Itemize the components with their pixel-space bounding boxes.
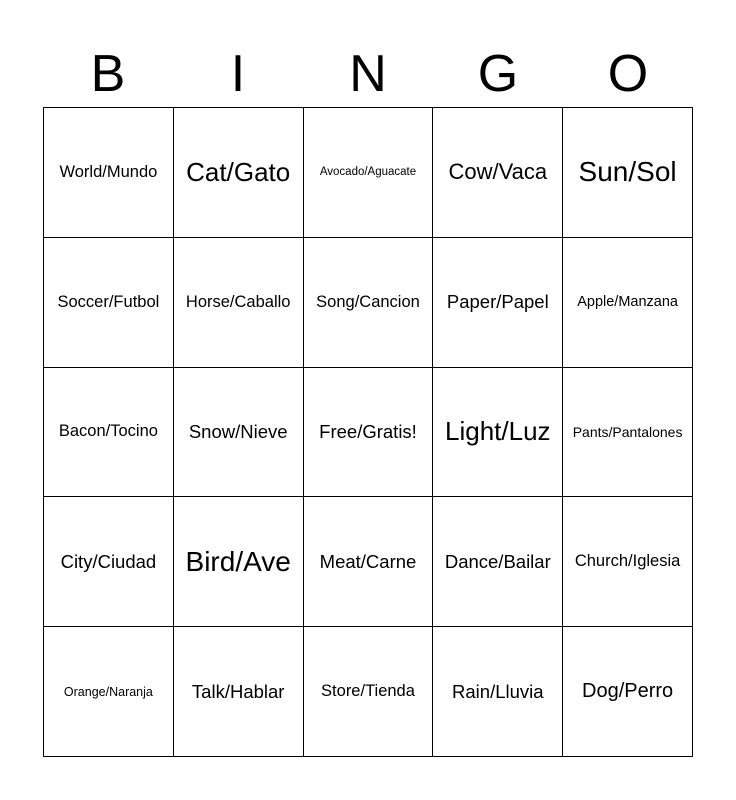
bingo-cell[interactable]: Snow/Nieve bbox=[174, 368, 304, 498]
bingo-cell[interactable]: Store/Tienda bbox=[304, 627, 434, 757]
header-letter-g: G bbox=[477, 45, 519, 103]
bingo-cell[interactable]: City/Ciudad bbox=[44, 497, 174, 627]
bingo-cell[interactable]: Dog/Perro bbox=[563, 627, 693, 757]
bingo-cell[interactable]: Bird/Ave bbox=[174, 497, 304, 627]
bingo-cell[interactable]: Cat/Gato bbox=[174, 108, 304, 238]
bingo-cell[interactable]: Cow/Vaca bbox=[433, 108, 563, 238]
bingo-cell[interactable]: Pants/Pantalones bbox=[563, 368, 693, 498]
bingo-cell[interactable]: Orange/Naranja bbox=[44, 627, 174, 757]
bingo-cell[interactable]: Bacon/Tocino bbox=[44, 368, 174, 498]
bingo-card-grid bbox=[43, 107, 693, 757]
bingo-cell[interactable]: Light/Luz bbox=[433, 368, 563, 498]
bingo-cell[interactable]: Horse/Caballo bbox=[174, 238, 304, 368]
bingo-cell[interactable]: Soccer/Futbol bbox=[44, 238, 174, 368]
bingo-cell[interactable]: Talk/Hablar bbox=[174, 627, 304, 757]
header-letter-n: N bbox=[349, 45, 387, 103]
bingo-header bbox=[43, 40, 693, 108]
bingo-cell[interactable]: Meat/Carne bbox=[304, 497, 434, 627]
bingo-cell[interactable]: World/Mundo bbox=[44, 108, 174, 238]
bingo-cell[interactable]: Church/Iglesia bbox=[563, 497, 693, 627]
bingo-cell[interactable]: Paper/Papel bbox=[433, 238, 563, 368]
free-space-cell[interactable]: Free/Gratis! bbox=[304, 368, 434, 498]
header-letter-o: O bbox=[607, 45, 649, 103]
bingo-cell[interactable]: Song/Cancion bbox=[304, 238, 434, 368]
bingo-cell[interactable]: Avocado/Aguacate bbox=[304, 108, 434, 238]
header-letter-b: B bbox=[90, 45, 126, 103]
bingo-cell[interactable]: Rain/Lluvia bbox=[433, 627, 563, 757]
bingo-cell[interactable]: Sun/Sol bbox=[563, 108, 693, 238]
bingo-cell[interactable]: Dance/Bailar bbox=[433, 497, 563, 627]
header-letter-i: I bbox=[230, 45, 246, 103]
bingo-cell[interactable]: Apple/Manzana bbox=[563, 238, 693, 368]
